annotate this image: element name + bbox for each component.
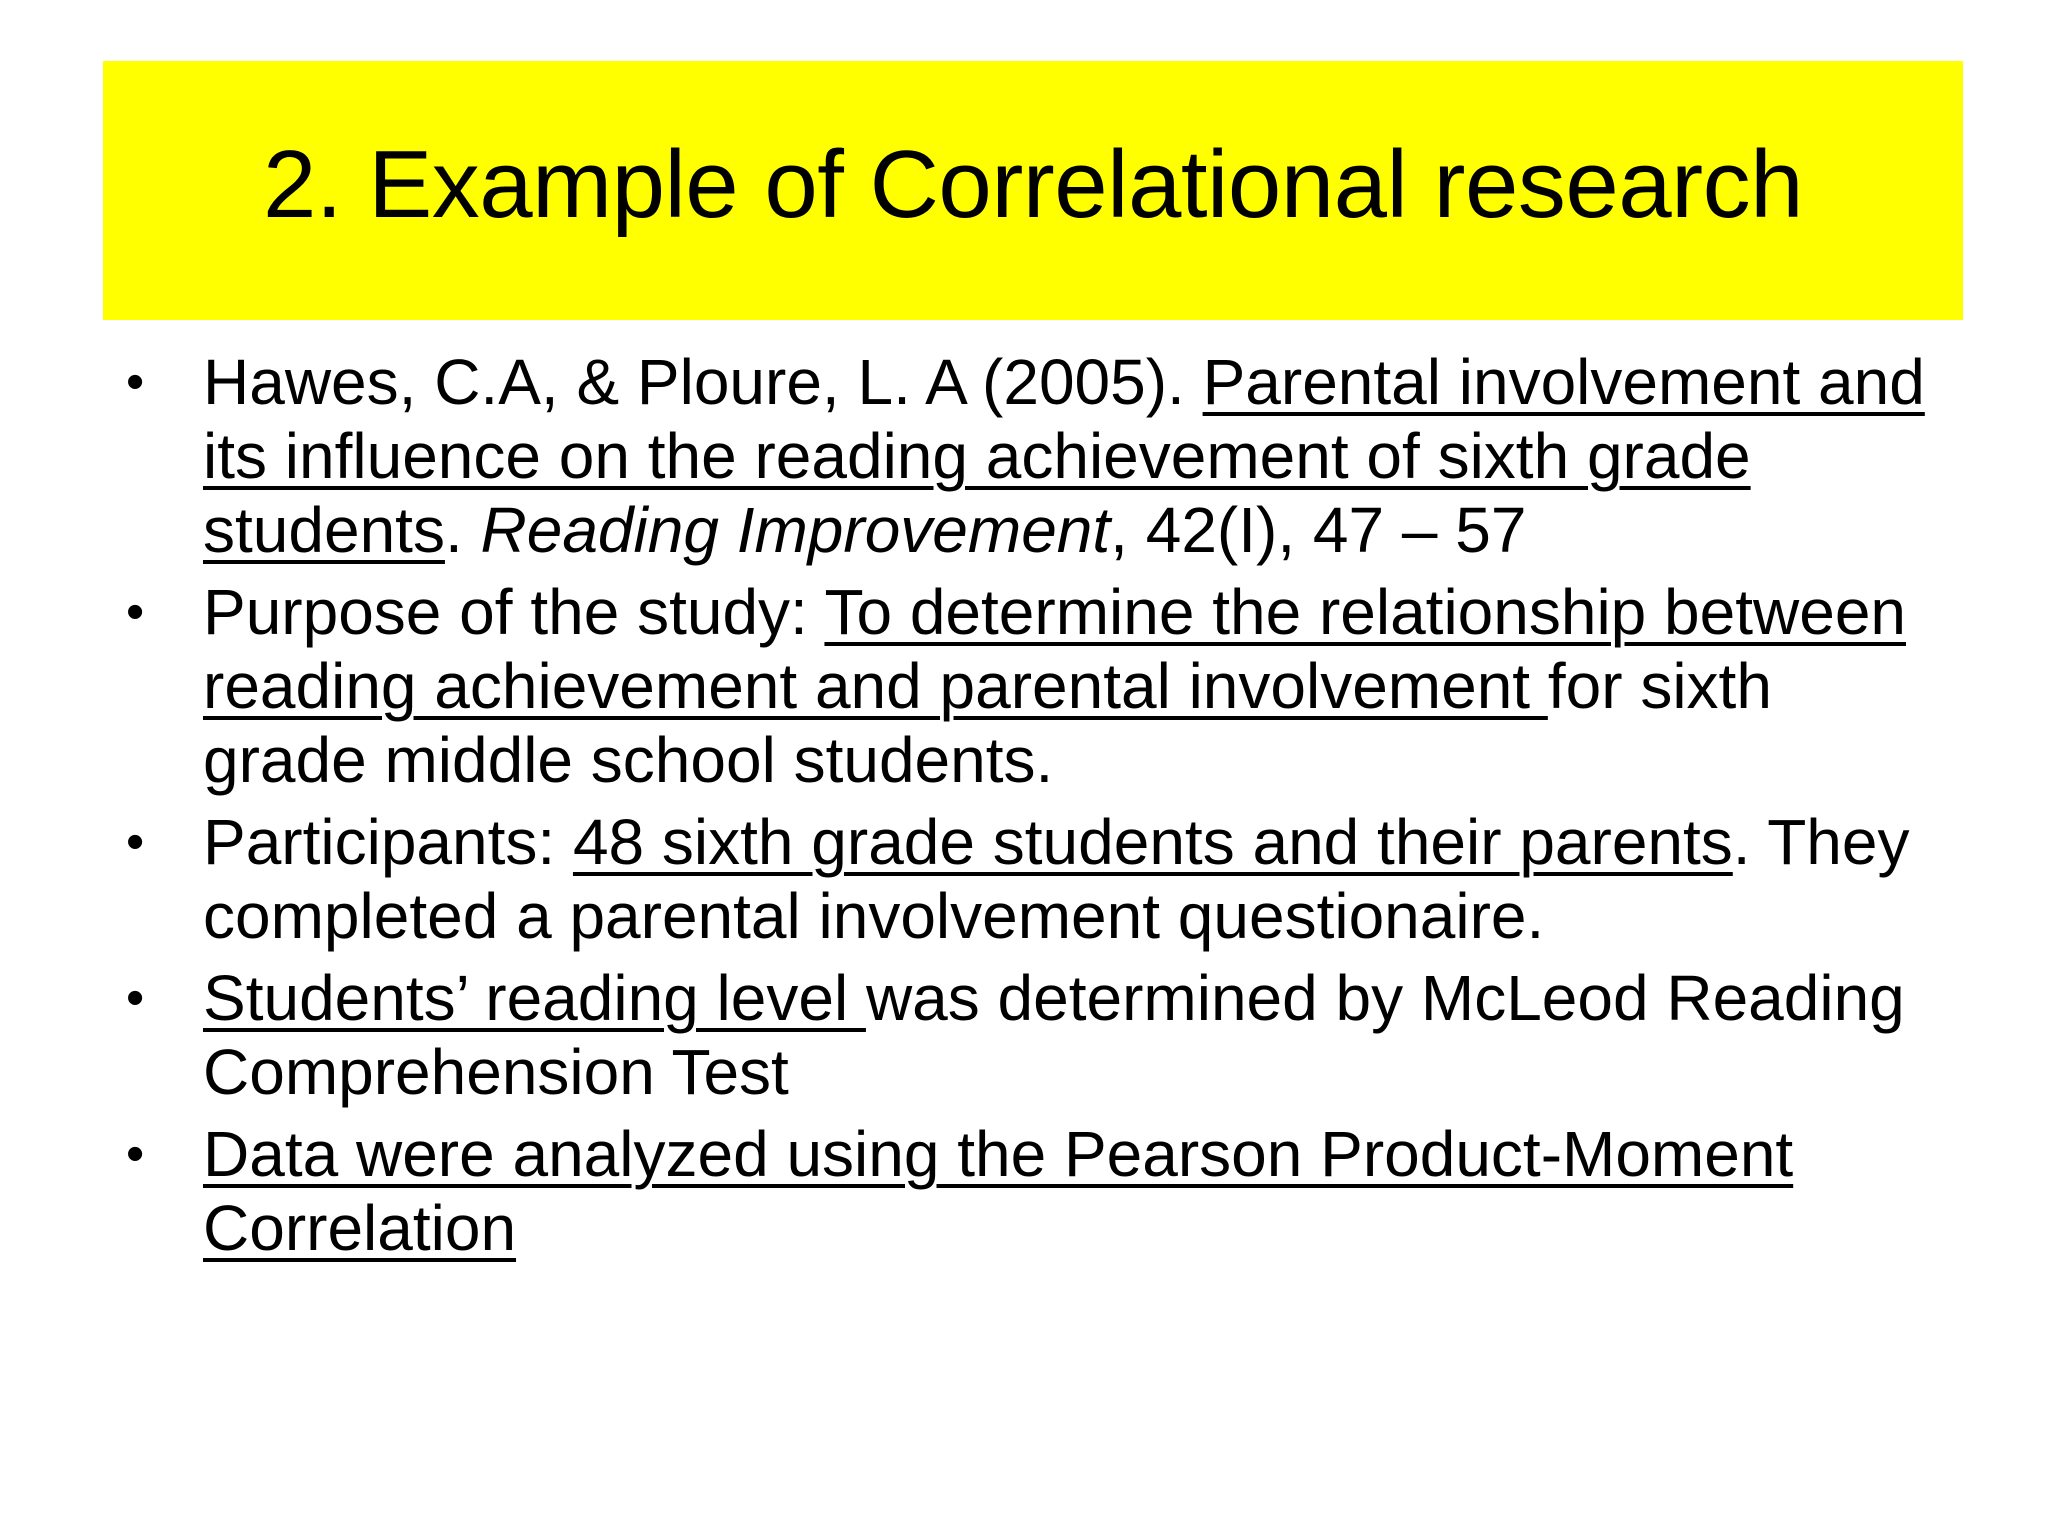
- bullet-analysis: [110, 1117, 1940, 1265]
- bullet-measure: [110, 961, 1940, 1109]
- purpose-lead: Purpose of the study:: [203, 576, 825, 648]
- citation-journal: Reading Improvement: [480, 494, 1111, 566]
- bullet-citation: [110, 345, 1940, 567]
- purpose-rest: for sixth grade middle school students.: [203, 650, 1772, 796]
- analysis-text: Data were analyzed using the Pearson Product-Moment Correlation: [203, 1118, 1794, 1264]
- citation-volume-pages: , 42(I), 47 – 57: [1110, 494, 1527, 566]
- citation-article-title: Parental involvement and its influence on the reading achievement of sixth grade students: [203, 346, 1925, 566]
- title-banner: [103, 61, 1963, 320]
- participants-text: 48 sixth grade students and their parents: [572, 806, 1733, 878]
- participants-rest: . They completed a parental involvement questionaire.: [203, 806, 1910, 952]
- bullet-icon: •: [126, 353, 145, 411]
- measure-rest: was determined by McLeod Reading Comprehension Test: [203, 962, 1905, 1108]
- bullet-icon: •: [126, 583, 145, 641]
- citation-authors: Hawes, C.A, & Ploure, L. A (2005).: [203, 346, 1203, 418]
- bullet-icon: •: [126, 813, 145, 871]
- bullet-icon: •: [126, 1125, 145, 1183]
- purpose-text: To determine the relationship between reading achievement and parental involvement: [203, 576, 1906, 722]
- measure-text: Students’ reading level: [203, 962, 866, 1034]
- slide-title: 2. Example of Correlational research: [262, 130, 1804, 238]
- bullet-list: [110, 345, 1940, 1273]
- participants-lead: Participants:: [203, 806, 573, 878]
- citation-separator: .: [444, 494, 481, 566]
- bullet-icon: •: [126, 969, 145, 1027]
- bullet-purpose: [110, 575, 1940, 797]
- bullet-participants: [110, 805, 1940, 953]
